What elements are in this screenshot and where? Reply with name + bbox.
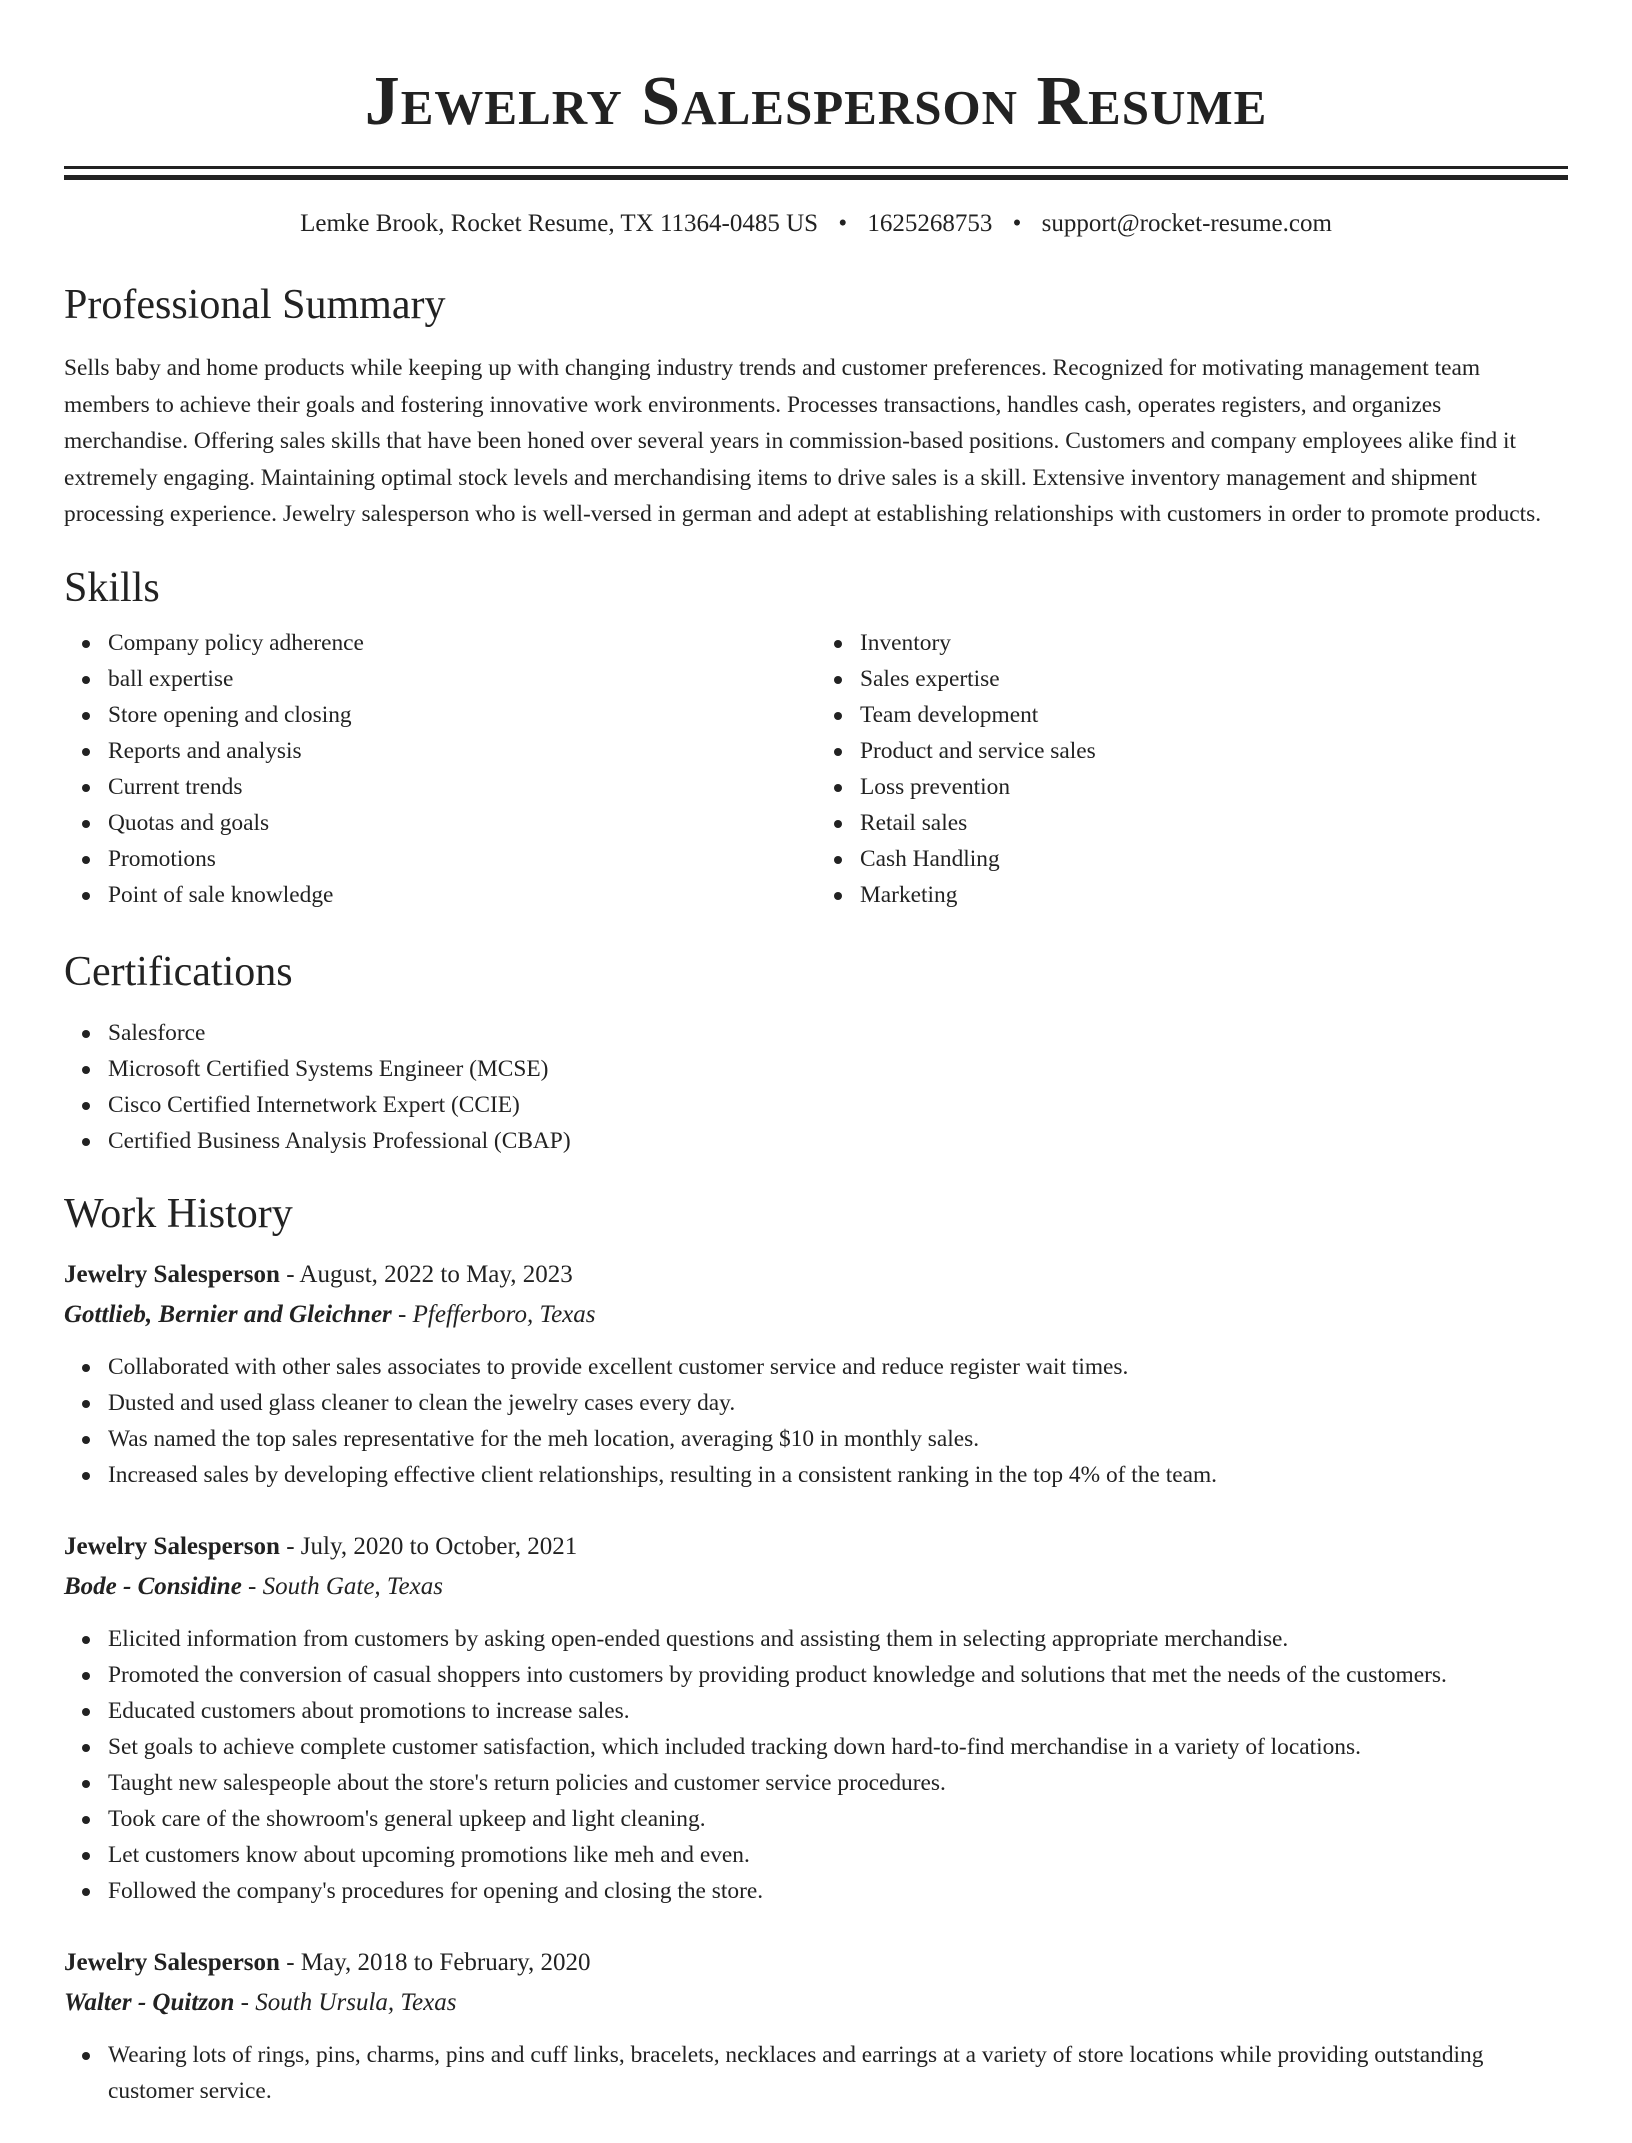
summary-heading: Professional Summary	[64, 282, 446, 328]
job-bullet: Increased sales by developing effective client relationships, resulting in a consistent ranking in the top 4% of the team.	[108, 1457, 1568, 1493]
skill-item: Team development	[860, 697, 1568, 733]
job-bullet: Collaborated with other sales associates to provide excellent customer service and reduce register wait times.	[108, 1349, 1568, 1385]
work-history-section	[64, 1189, 1568, 2109]
job-role: Jewelry Salesperson	[64, 1948, 280, 1976]
job-bullet: Educated customers about promotions to increase sales.	[108, 1693, 1568, 1729]
job-dates: July, 2020 to October, 2021	[300, 1532, 578, 1560]
job-title-line	[64, 1943, 1568, 1983]
contact-separator: •	[1012, 210, 1022, 237]
job-location: Pfefferboro, Texas	[412, 1300, 596, 1328]
job-bullet: Taught new salespeople about the store's return policies and customer service procedures.	[108, 1765, 1568, 1801]
job-bullet: Took care of the showroom's general upkeep and light cleaning.	[108, 1801, 1568, 1837]
certifications-section	[64, 947, 1568, 1159]
job-company: Bode - Considine	[64, 1572, 242, 1600]
certification-item: Microsoft Certified Systems Engineer (MCSE)	[108, 1051, 1568, 1087]
job-dash: -	[286, 1260, 300, 1288]
job-bullet: Elicited information from customers by asking open-ended questions and assisting them in selecting appropriate merchandise.	[108, 1621, 1568, 1657]
job-dates: May, 2018 to February, 2020	[300, 1948, 591, 1976]
skills-section	[64, 563, 1568, 913]
job-entry	[64, 1527, 1568, 1909]
certification-item: Salesforce	[108, 1015, 1568, 1051]
job-company: Walter - Quitzon	[64, 1988, 235, 2016]
work-history-heading: Work History	[64, 1190, 293, 1237]
contact-email: support@rocket-resume.com	[1041, 210, 1332, 237]
job-role: Jewelry Salesperson	[64, 1260, 280, 1288]
skill-item: Retail sales	[860, 805, 1568, 841]
skills-heading: Skills	[64, 564, 160, 611]
job-bullet: Dusted and used glass cleaner to clean the jewelry cases every day.	[108, 1385, 1568, 1421]
certification-item: Certified Business Analysis Professional (CBAP)	[108, 1123, 1568, 1159]
resume-title: Jewelry Salesperson Resume	[364, 63, 1268, 140]
job-bullets	[64, 2037, 1568, 2109]
skill-item: Cash Handling	[860, 841, 1568, 877]
job-dash: -	[398, 1300, 413, 1328]
contact-address: Lemke Brook, Rocket Resume, TX 11364-0485 US	[300, 210, 819, 237]
job-bullet: Wearing lots of rings, pins, charms, pins and cuff links, bracelets, necklaces and earrings at a variety of store locations while providing outstanding customer service.	[108, 2037, 1568, 2109]
job-dates: August, 2022 to May, 2023	[299, 1260, 573, 1288]
skill-item: Inventory	[860, 625, 1568, 661]
job-entry	[64, 1943, 1568, 2109]
skill-item: Quotas and goals	[108, 805, 816, 841]
contact-phone: 1625268753	[867, 210, 993, 237]
skill-item: Store opening and closing	[108, 697, 816, 733]
summary-section	[64, 280, 1568, 533]
job-location: South Ursula, Texas	[255, 1988, 457, 2016]
skill-item: Current trends	[108, 769, 816, 805]
job-bullets	[64, 1621, 1568, 1909]
skill-item: Marketing	[860, 877, 1568, 913]
job-bullet: Followed the company's procedures for opening and closing the store.	[108, 1873, 1568, 1909]
title-divider-bottom	[64, 175, 1568, 180]
job-bullets	[64, 1349, 1568, 1493]
skill-item: Sales expertise	[860, 661, 1568, 697]
job-location: South Gate, Texas	[262, 1572, 443, 1600]
job-dash: -	[286, 1532, 301, 1560]
job-title-line	[64, 1255, 1568, 1295]
job-bullet: Set goals to achieve complete customer satisfaction, which included tracking down hard-to-find merchandise in a variety of locations.	[108, 1729, 1568, 1765]
skill-item: Loss prevention	[860, 769, 1568, 805]
skills-list-right	[816, 625, 1568, 913]
skill-item: Product and service sales	[860, 733, 1568, 769]
certifications-list	[64, 1015, 1568, 1159]
job-bullet: Let customers know about upcoming promotions like meh and even.	[108, 1837, 1568, 1873]
skill-item: Company policy adherence	[108, 625, 816, 661]
resume-page	[64, 0, 1568, 2143]
job-dash: -	[240, 1988, 256, 2016]
job-title-line	[64, 1527, 1568, 1567]
job-bullet: Was named the top sales representative for the meh location, averaging $10 in monthly sales.	[108, 1421, 1568, 1457]
contact-line	[64, 208, 1568, 240]
skills-columns	[64, 625, 1568, 913]
certifications-heading: Certifications	[64, 948, 293, 995]
job-company-line	[64, 1983, 1568, 2023]
summary-text: Sells baby and home products while keeping up with changing industry trends and customer preferences. Recognized for motivating management team members to achieve their goals and fostering innovative work environments. Processes transactions, handles cash, operates registers, and organizes merchandise. Offering sales skills that have been honed over several years in commission-based positions. Customers and company employees alike find it extremely engaging. Maintaining optimal stock levels and merchandising items to drive sales is a skill. Extensive inventory management and shipment processing experience. Jewelry salesperson who is well-versed in german and adept at establishing relationships with customers in order to promote products.	[64, 355, 1542, 527]
job-entry	[64, 1255, 1568, 1493]
skill-item: ball expertise	[108, 661, 816, 697]
certification-item: Cisco Certified Internetwork Expert (CCIE)	[108, 1087, 1568, 1123]
skills-list-left	[64, 625, 816, 913]
job-role: Jewelry Salesperson	[64, 1532, 280, 1560]
title-divider-top	[64, 166, 1568, 169]
job-dash: -	[248, 1572, 263, 1600]
contact-separator: •	[838, 210, 848, 237]
job-bullet: Promoted the conversion of casual shoppers into customers by providing product knowledge and solutions that met the needs of the customers.	[108, 1657, 1568, 1693]
job-company-line	[64, 1567, 1568, 1607]
job-dash: -	[286, 1948, 301, 1976]
skill-item: Point of sale knowledge	[108, 877, 816, 913]
skill-item: Promotions	[108, 841, 816, 877]
skill-item: Reports and analysis	[108, 733, 816, 769]
job-company-line	[64, 1295, 1568, 1335]
job-company: Gottlieb, Bernier and Gleichner	[64, 1300, 392, 1328]
